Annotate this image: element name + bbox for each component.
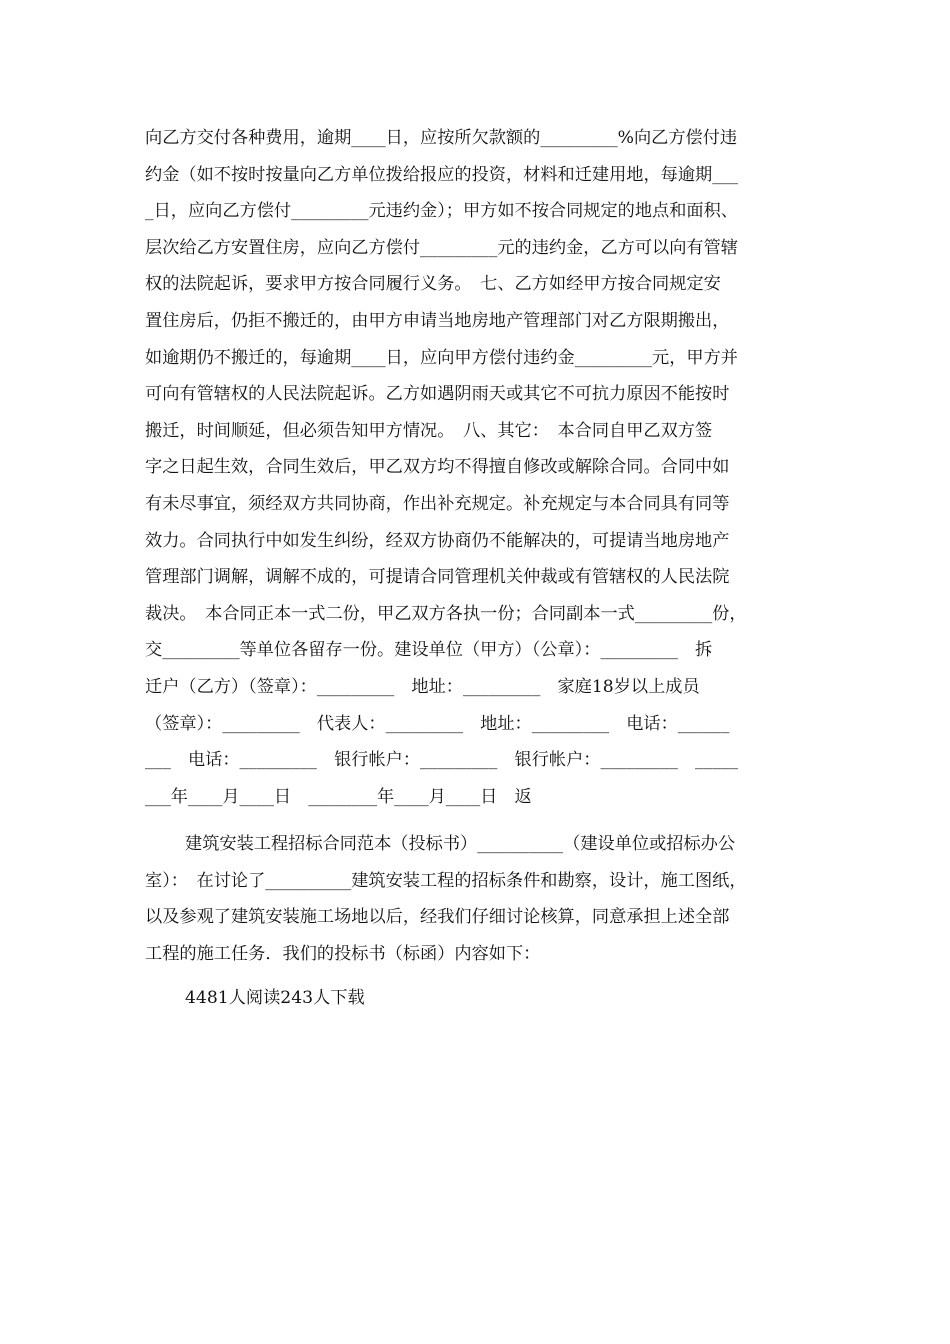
text-line: 裁决。 本合同正本一式二份，甲乙双方各执一份；合同副本一式_________份，: [145, 603, 747, 624]
text-line: _日，应向乙方偿付_________元违约金）；甲方如不按合同规定的地点和面积、: [145, 201, 738, 222]
text-line: 层次给乙方安置住房，应向乙方偿付_________元的违约金，乙方可以向有管辖: [145, 237, 738, 258]
text-line: 向乙方交付各种费用，逾期____日，应按所欠款额的_________%向乙方偿付违: [145, 128, 738, 148]
read-download-stats: [145, 980, 815, 1017]
text-line: ___年____月____日 ________年____月____日 返: [145, 786, 532, 807]
text-line: 交_________等单位各留存一份。建设单位（甲方）（公章）：_________ 拆: [145, 640, 713, 661]
tender-letter-paragraph: [145, 826, 815, 972]
text-line: 可向有管辖权的人民法院起诉。乙方如遇阴雨天或其它不可抗力原因不能按时: [145, 384, 730, 405]
text-line: 有未尽事宜，须经双方共同协商，作出补充规定。补充规定与本合同具有同等: [145, 493, 730, 514]
text-line: 建筑安装工程招标合同范本（投标书）__________（建设单位或招标办公: [185, 834, 736, 854]
text-line: 管理部门调解，调解不成的，可提请合同管理机关仲裁或有管辖权的人民法院: [145, 567, 730, 588]
text-line: 工程的施工任务．我们的投标书（标函）内容如下：: [145, 943, 541, 964]
text-line: 权的法院起诉，要求甲方按合同履行义务。 七、乙方如经甲方按合同规定安: [145, 274, 721, 295]
text-line: 搬迁，时间顺延，但必须告知甲方情况。 八、其它： 本合同自甲乙双方签: [145, 420, 713, 441]
text-line: 约金（如不按时按量向乙方单位拨给报应的投资，材料和迁建用地，每逾期___: [145, 164, 738, 185]
text-line: 效力。合同执行中如发生纠纷，经双方协商仍不能解决的，可提请当地房地产: [145, 530, 730, 551]
text-line: ___ 电话：_________ 银行帐户：_________ 银行帐户：_________ _____: [145, 750, 738, 771]
stats-line: 4481人阅读243人下载: [185, 988, 365, 1008]
text-line: 室）： 在讨论了__________建筑安装工程的招标条件和勘察，设计，施工图纸，: [145, 870, 747, 891]
text-line: 迁户（乙方）（签章）：_________ 地址：_________ 家庭18岁以上成员: [145, 676, 700, 697]
text-line: （签章）：_________ 代表人：_________ 地址：_________ 电话：______: [145, 713, 730, 734]
contract-clauses-paragraph: [145, 120, 815, 815]
text-line: 置住房后，仍拒不搬迁的，由甲方申请当地房地产管理部门对乙方限期搬出，: [145, 310, 730, 331]
text-line: 如逾期仍不搬迁的，每逾期____日，应向甲方偿付违约金_________元，甲方并: [145, 347, 738, 368]
text-line: 字之日起生效，合同生效后，甲乙双方均不得擅自修改或解除合同。合同中如: [145, 457, 730, 478]
text-line: 以及参观了建筑安装施工场地以后，经我们仔细讨论核算，同意承担上述全部: [145, 907, 730, 928]
